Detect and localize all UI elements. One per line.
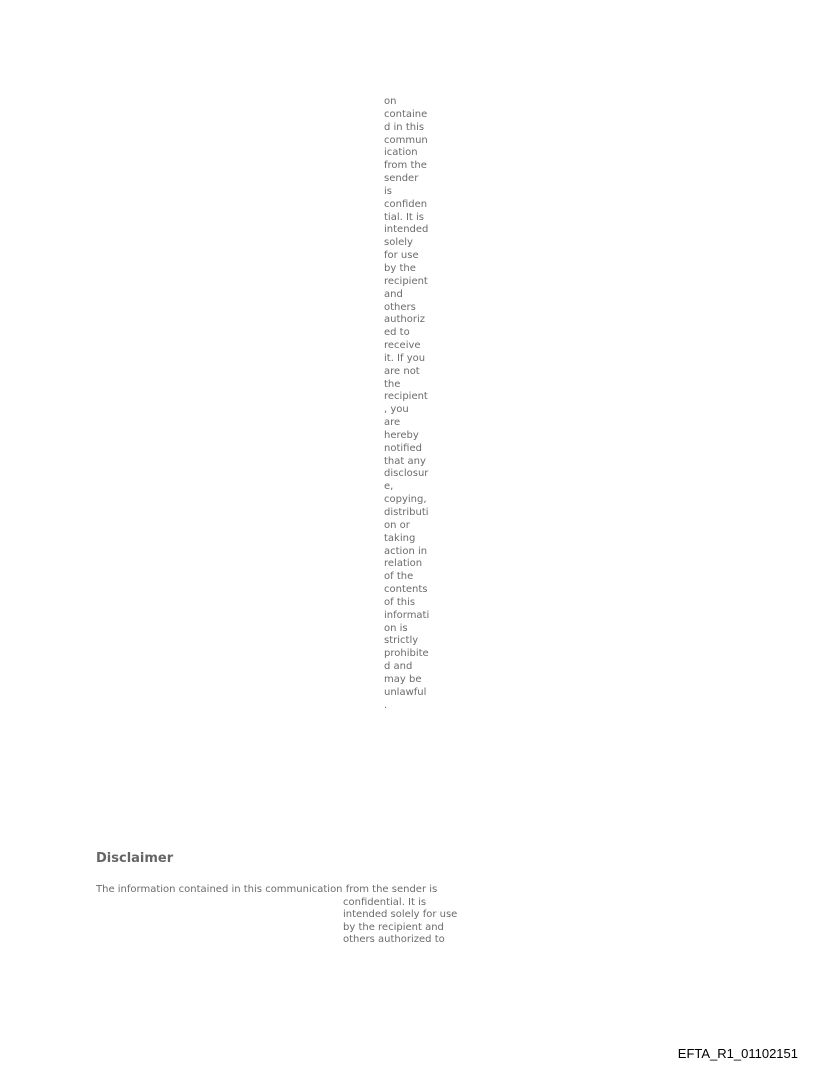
column-line: and [384,288,403,300]
column-line: from the [384,160,427,172]
column-line: on is [384,622,408,634]
column-line: on [384,96,397,107]
column-line: containe [384,108,428,120]
column-line: by the [384,262,416,274]
column-line: strictly [384,635,419,647]
disclaimer-line: by the recipient and [343,921,444,933]
disclaimer-line: others authorized to [343,934,445,945]
column-line: d in this [384,121,425,133]
column-line: notified [384,442,422,454]
column-line: are [384,417,401,429]
column-line: that any [384,455,426,467]
column-line: informati [384,609,430,621]
column-line: solely [384,237,413,249]
column-line: others [384,301,416,313]
column-line: tial. It is [384,211,424,223]
column-line: of this [384,596,416,608]
column-line: relation [384,558,423,570]
column-line: prohibite [384,648,429,660]
column-line: e, [384,481,394,493]
wrapped-confidentiality-text [384,96,436,713]
column-line: on or [384,519,410,531]
column-line: recipient [384,275,428,287]
column-line: , you [384,404,409,416]
column-line: ication [384,147,418,159]
column-line: recipient [384,391,428,403]
disclaimer-line: intended solely for use [343,909,458,920]
column-line: confiden [384,198,428,210]
column-line: action in [384,545,428,557]
column-line: distributi [384,507,429,518]
column-line: ed to [384,327,410,339]
column-line: are not [384,365,420,377]
column-line: intended [384,224,429,236]
column-line: receive [384,340,421,352]
column-line: sender [384,173,419,185]
column-line: the [384,378,401,390]
column-line: commun [384,134,428,146]
column-line: may be [384,673,422,685]
column-line: d and [384,661,413,673]
column-line: is [384,185,392,197]
column-line: it. If you [384,352,426,364]
column-line: taking [384,532,416,544]
column-line: for use [384,250,419,262]
column-line: contents [384,584,428,596]
column-line: unlawful [384,686,427,698]
column-line: hereby [384,429,419,441]
disclaimer-line: The information contained in this communication from the sender is [96,884,438,895]
column-line: of the [384,571,414,583]
column-line: disclosur [384,468,429,480]
disclaimer-line: confidential. It is [343,896,427,908]
document-id: EFTA_R1_01102151 [677,1046,798,1061]
column-line: authoriz [384,314,425,326]
column-line: . [384,699,388,711]
disclaimer-body [96,884,457,947]
disclaimer-heading: Disclaimer [96,851,174,866]
column-line: copying, [384,494,427,506]
